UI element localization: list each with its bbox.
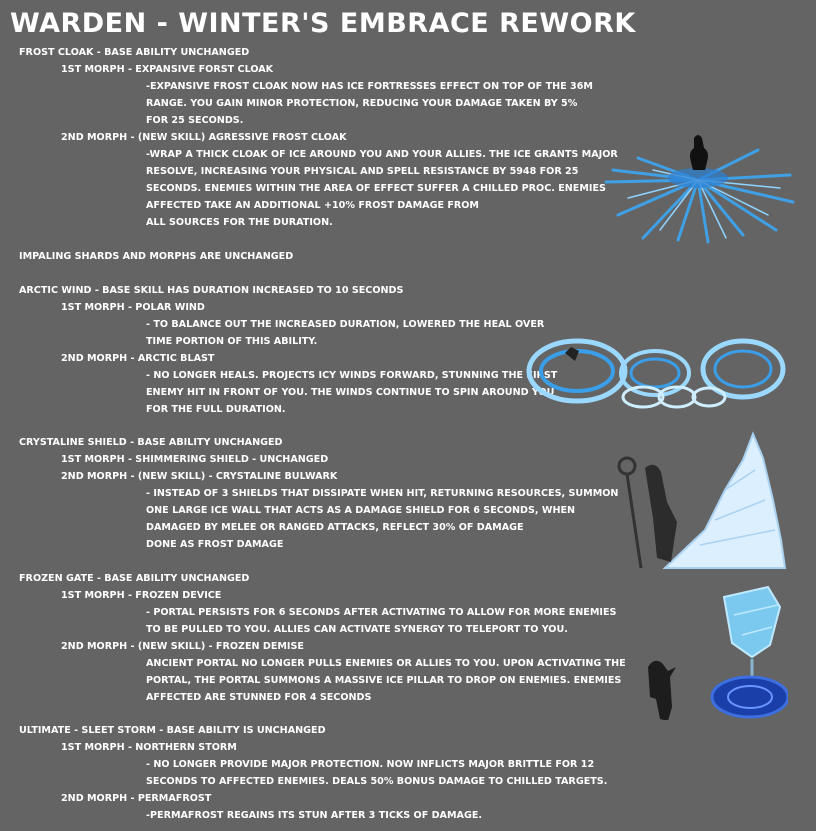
- morph1-heading: 1ST MORPH - FROZEN DEVICE: [61, 590, 222, 601]
- morph2-heading: 2ND MORPH - (NEW SKILL) - FROZEN DEMISE: [61, 641, 304, 652]
- description-line: ONE LARGE ICE WALL THAT ACTS AS A DAMAGE SHIELD FOR 6 SECONDS, WHEN: [146, 505, 576, 516]
- description-line: RANGE. YOU GAIN MINOR PROTECTION, REDUCING YOUR DAMAGE TAKEN BY 5%: [146, 98, 578, 109]
- morph1-heading: 1ST MORPH - NORTHERN STORM: [61, 742, 237, 753]
- description-line: RESOLVE, INCREASING YOUR PHYSICAL AND SPELL RESISTANCE BY 5948 FOR 25: [146, 166, 579, 177]
- morph1-heading: 1ST MORPH - SHIMMERING SHIELD - UNCHANGED: [61, 454, 329, 465]
- description-line: DAMAGED BY MELEE OR RANGED ATTACKS, REFLECT 30% OF DAMAGE: [146, 522, 524, 533]
- description-line: FOR 25 SECONDS.: [146, 115, 244, 126]
- section-crystaline-shield-heading: CRYSTALINE SHIELD - BASE ABILITY UNCHANGED: [19, 437, 283, 448]
- description-line: -PERMAFROST REGAINS ITS STUN AFTER 3 TICKS OF DAMAGE.: [146, 810, 483, 821]
- description-line: SECONDS. ENEMIES WITHIN THE AREA OF EFFECT SUFFER A CHILLED PROC. ENEMIES: [146, 183, 606, 194]
- description-line: AFFECTED TAKE AN ADDITIONAL +10% FROST DAMAGE FROM: [146, 200, 479, 211]
- description-line: DONE AS FROST DAMAGE: [146, 539, 284, 550]
- section-ultimate-heading: ULTIMATE - SLEET STORM - BASE ABILITY IS UNCHANGED: [19, 725, 326, 736]
- description-line: - NO LONGER PROVIDE MAJOR PROTECTION. NOW INFLICTS MAJOR BRITTLE FOR 12: [146, 759, 595, 770]
- section-frozen-gate-heading: FROZEN GATE - BASE ABILITY UNCHANGED: [19, 573, 250, 584]
- morph2-heading: 2ND MORPH - (NEW SKILL) - CRYSTALINE BULWARK: [61, 471, 338, 482]
- description-line: ENEMY HIT IN FRONT OF YOU. THE WINDS CONTINUE TO SPIN AROUND YOU: [146, 387, 555, 398]
- description-line: FOR THE FULL DURATION.: [146, 404, 286, 415]
- description-line: - TO BALANCE OUT THE INCREASED DURATION, LOWERED THE HEAL OVER: [146, 319, 545, 330]
- frozen-demise-illustration: [638, 585, 788, 720]
- page-title: WARDEN - WINTER'S EMBRACE REWORK: [10, 8, 636, 39]
- morph1-heading: 1ST MORPH - EXPANSIVE FORST CLOAK: [61, 64, 274, 75]
- morph2-heading: 2ND MORPH - (NEW SKILL) AGRESSIVE FROST CLOAK: [61, 132, 347, 143]
- morph2-heading: 2ND MORPH - ARCTIC BLAST: [61, 353, 215, 364]
- description-line: - NO LONGER HEALS. PROJECTS ICY WINDS FORWARD, STUNNING THE FIRST: [146, 370, 558, 381]
- section-impaling-shards-heading: IMPALING SHARDS AND MORPHS ARE UNCHANGED: [19, 251, 294, 262]
- description-line: SECONDS TO AFFECTED ENEMIES. DEALS 50% BONUS DAMAGE TO CHILLED TARGETS.: [146, 776, 608, 787]
- section-frost-cloak-heading: FROST CLOAK - BASE ABILITY UNCHANGED: [19, 47, 250, 58]
- description-line: TIME PORTION OF THIS ABILITY.: [146, 336, 318, 347]
- section-arctic-wind-heading: ARCTIC WIND - BASE SKILL HAS DURATION INCREASED TO 10 SECONDS: [19, 285, 404, 296]
- description-line: -EXPANSIVE FROST CLOAK NOW HAS ICE FORTRESSES EFFECT ON TOP OF THE 36M: [146, 81, 593, 92]
- arctic-wind-illustration: [525, 333, 787, 413]
- description-line: PORTAL, THE PORTAL SUMMONS A MASSIVE ICE PILLAR TO DROP ON ENEMIES. ENEMIES: [146, 675, 622, 686]
- description-line: -WRAP A THICK CLOAK OF ICE AROUND YOU AND YOUR ALLIES. THE ICE GRANTS MAJOR: [146, 149, 618, 160]
- description-line: ALL SOURCES FOR THE DURATION.: [146, 217, 333, 228]
- description-line: - INSTEAD OF 3 SHIELDS THAT DISSIPATE WHEN HIT, RETURNING RESOURCES, SUMMON: [146, 488, 619, 499]
- description-line: - PORTAL PERSISTS FOR 6 SECONDS AFTER ACTIVATING TO ALLOW FOR MORE ENEMIES: [146, 607, 617, 618]
- description-line: ANCIENT PORTAL NO LONGER PULLS ENEMIES OR ALLIES TO YOU. UPON ACTIVATING THE: [146, 658, 626, 669]
- crystaline-bulwark-illustration: [605, 430, 795, 570]
- morph1-heading: 1ST MORPH - POLAR WIND: [61, 302, 205, 313]
- description-line: TO BE PULLED TO YOU. ALLIES CAN ACTIVATE SYNERGY TO TELEPORT TO YOU.: [146, 624, 568, 635]
- morph2-heading: 2ND MORPH - PERMAFROST: [61, 793, 212, 804]
- description-line: AFFECTED ARE STUNNED FOR 4 SECONDS: [146, 692, 372, 703]
- frost-cloak-illustration: [598, 130, 798, 245]
